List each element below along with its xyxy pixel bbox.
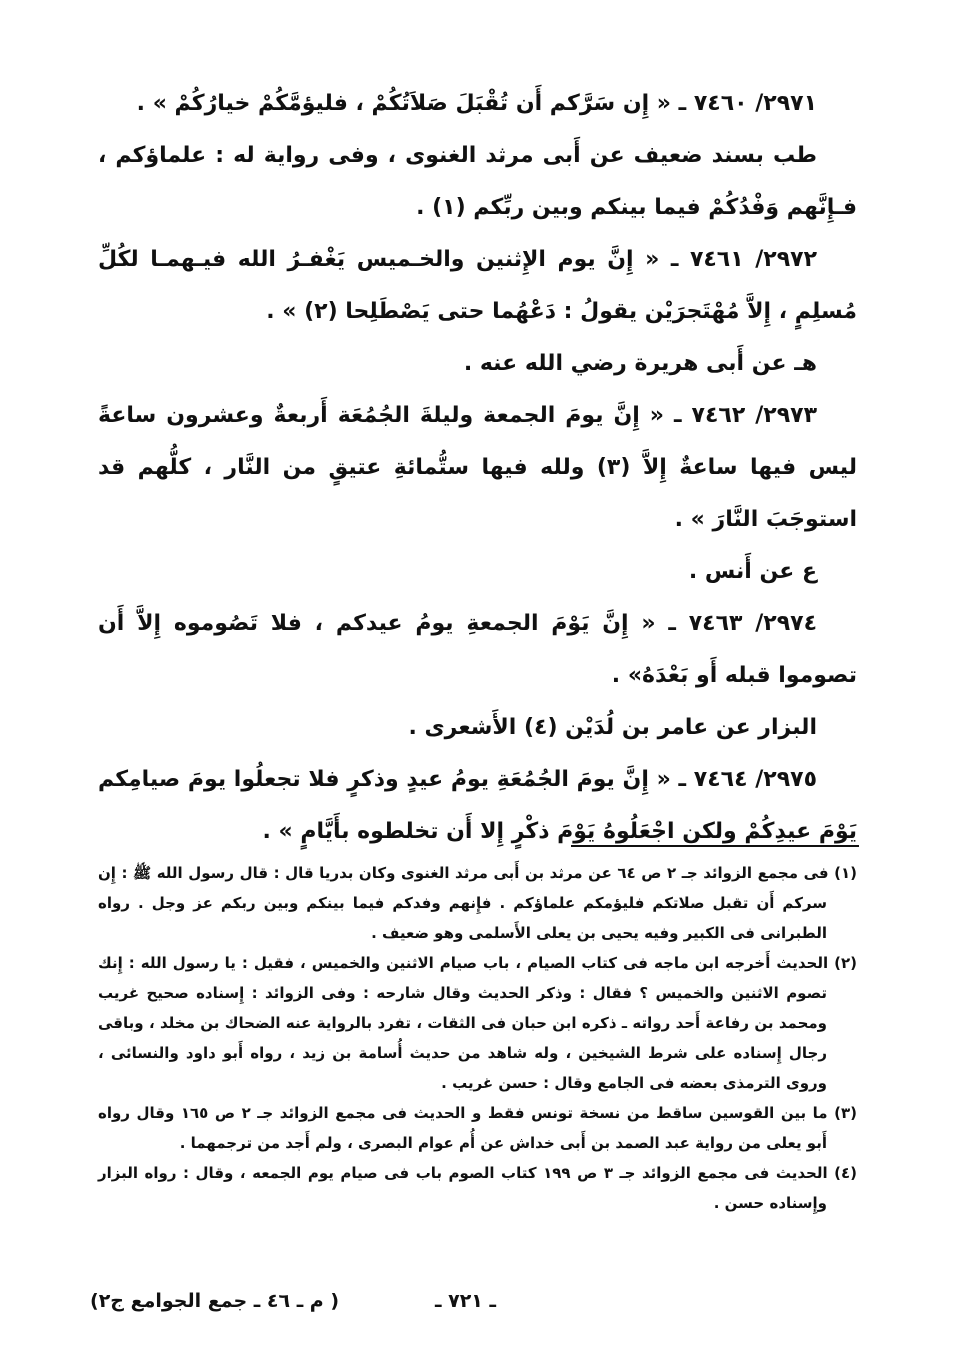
page-number: ـ ٧٢١ ـ: [435, 1290, 497, 1312]
source-citation: البزار عن عامر بن لُدَيْن (٤) الأَشعرى .: [408, 715, 817, 740]
footnote-2: (٢) الحديث أَخرجه ابن ماجه فى كتاب الصيام ، باب صيام الاثنين والخميس ، فقيل : يا رسول الله : إِنك تصوم الاثنين والخميس ؟ فقال : وذكر الحديث وقال شارحه : وفى الزوائد : إِسناده صحيح غريب ومحمد بن رفاعة أَحد رواته ـ ذكره ابن حبان فى الثقات ، تفرد بالرواية عنه الضحاك بن مخلد ، وباقى رجال إِسناده على شرط الشيخين ، وله شاهد من حديث أُسامة بن زيد ، رواه أَبو داود والنسائى ، وروى الترمذى بعضه فى الجامع وقال : حسن غريب .: [98, 954, 857, 1092]
source-citation: هـ عن أَبى هريرة رضي الله عنه .: [463, 351, 817, 376]
footnote-4: (٤) الحديث فى مجمع الزوائد جـ ٣ ص ١٩٩ كتاب الصوم باب فى صيام يوم الجمعه ، وقال : رواه البزار وإِسناده حسن .: [98, 1164, 858, 1212]
hadith-entry-2972: ٢٩٧٢/ ٧٤٦١ ـ « إِنَّ يوم الإِثنين والخـميس يَغْفـرُ الله فيـهمـا لكُلِّ مُسلِمٍ ، إِلاَّ مُهْتَجرَيْن يقولُ : دَعْهُما حتى يَصْطَلِحا (٢) » .: [98, 247, 857, 324]
hadith-entry-2971: ٢٩٧١/ ٧٤٦٠ ـ « إِن سَرَّكم أَن تُقْبَلَ صَلاَتُكُمْ ، فليؤمَّكُمْ خيارُكُمْ » .: [136, 91, 817, 116]
footnote-1: (١) فى مجمع الزوائد جـ ٢ ص ٦٤ عن مرثد بن أَبى مرثد الغنوى وكان بدريا قال : قال رسول الله ﷺ : إِن سركم أَن تقبل صلاتكم فليؤمكم علماؤكم . فإِنهم وفدكم فيما بينكم وبين ربكم عز وجل . رواه الطبرانى فى الكبير وفيه يحيى بن يعلى الأَسلمى وهو ضعيف .: [98, 864, 857, 942]
page-footer: [90, 1290, 857, 1322]
hadith-entry-2974: ٢٩٧٤/ ٧٤٦٣ ـ « إِنَّ يَوْمَ الجمعةِ يومُ عيدكم ، فلا تَصُوموه إِلاَّ أَن تصوموا قبله أَو بَعْدَهُ» .: [98, 611, 857, 688]
footnote-3: (٣) ما بين القوسين ساقط من نسخة تونس فقط و الحديث فى مجمع الزوائد جـ ٢ ص ١٦٥ وقال رواه أَبو يعلى من رواية عبد الصمد بن أَبى خداش عن أُم عوام البصرى ، ولم أَجد من ترجمهما .: [98, 1104, 858, 1152]
signature-mark: ( م ـ ٤٦ ـ جمع الجوامع ج٢): [90, 1290, 340, 1312]
footnote-divider: [571, 845, 859, 847]
hadith-entry-2975: ٢٩٧٥/ ٧٤٦٤ ـ « إِنَّ يومَ الجُمُعَةِ يومُ عيدٍ وذكرٍ فلا تجعلُوا يومَ صيامِكم يَوْمَ عيدِكُمْ ولكن اجْعَلُوهُ يَوْمَ ذكْرٍ إِلا أَن تخلطوه بأَيَّامٍ » .: [98, 767, 857, 844]
source-citation: طب بسند ضعيف عن أَبى مرثد الغنوى ، وفى رواية له : علماؤكم ، فـإِنَّهم وَفْدُكُمْ فيما بينكم وبين ربِّكم (١) .: [98, 143, 857, 220]
main-text: [98, 78, 857, 858]
hadith-entry-2973: ٢٩٧٣/ ٧٤٦٢ ـ « إِنَّ يومَ الجمعة وليلةَ الجُمُعَة أَربعةٌ وعشرون ساعةً ليس فيها ساعةٌ إِلاَّ (٣) ولله فيها ستُّمائةِ عتيقٍ من النَّار ، كلُّهم قد استوجَبَ النَّارَ » .: [98, 403, 857, 532]
source-citation: ع عن أَنس .: [688, 559, 817, 584]
footnotes: [98, 858, 857, 1218]
